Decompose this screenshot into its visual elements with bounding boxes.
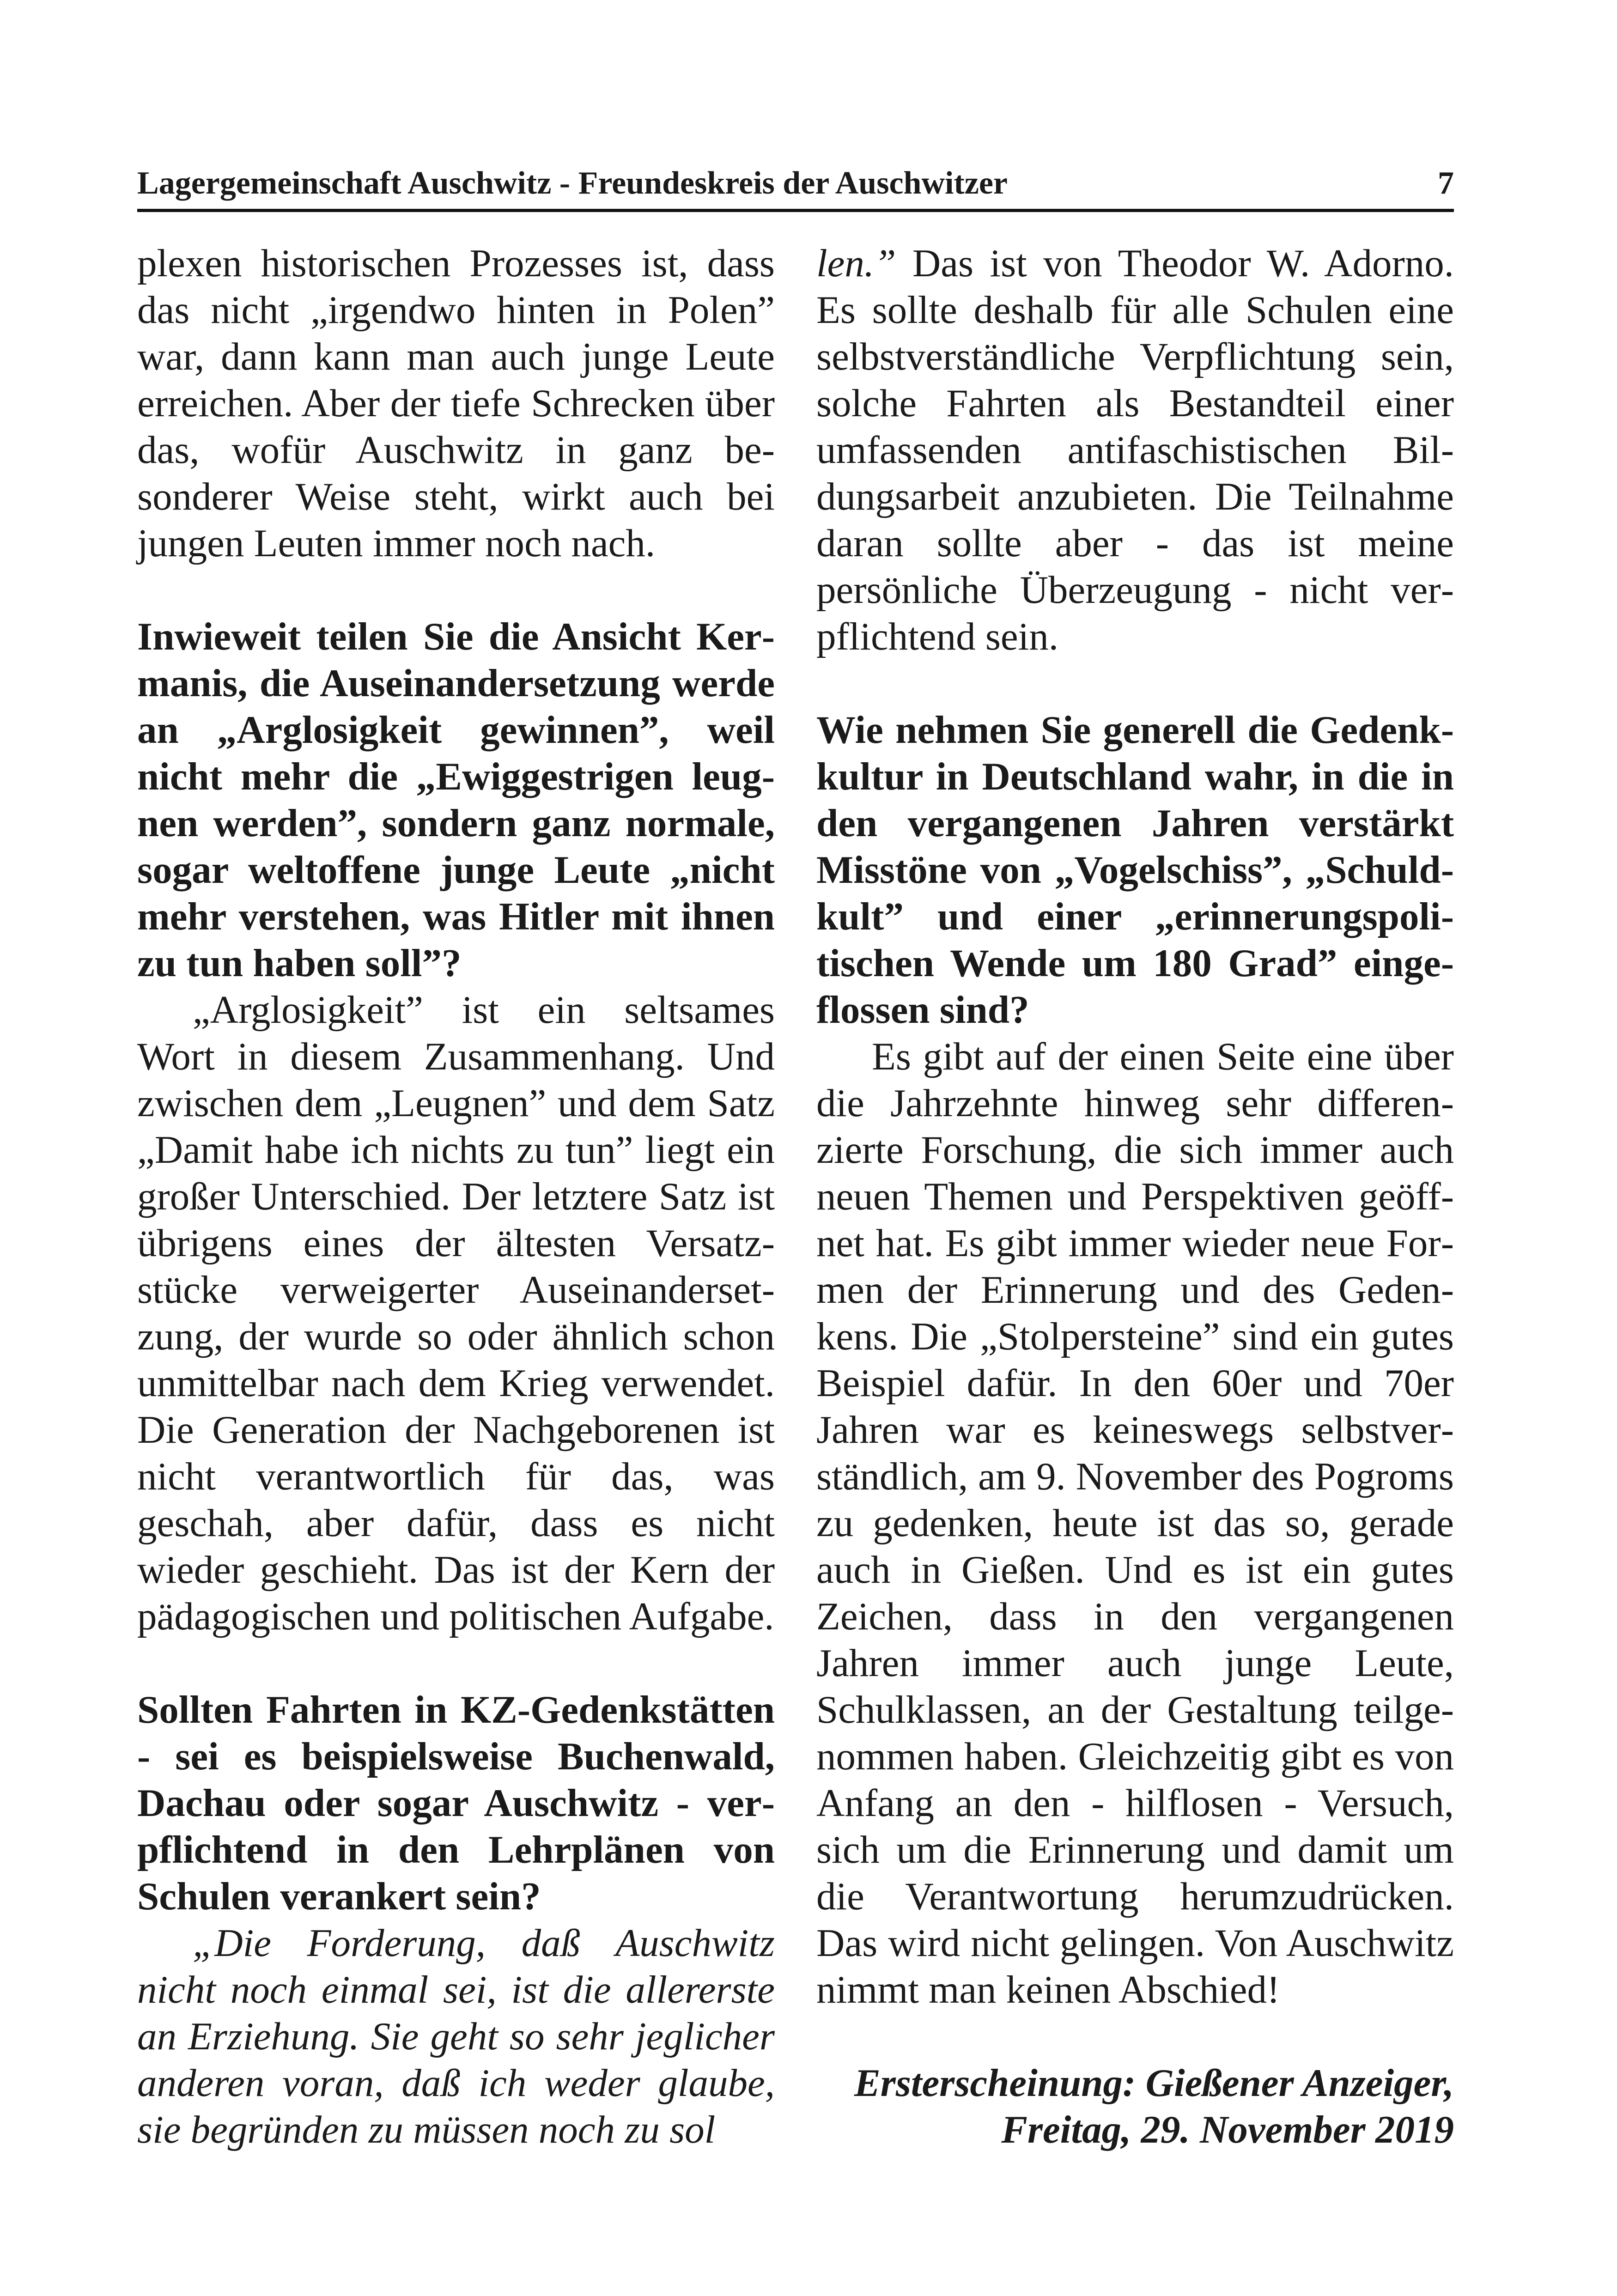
adorno-quote: „Die Forderung, daß Auschwitz nicht noch einmal sei, ist die allererste an Erziehung. Sie geht so sehr jeglicher anderen voran, daß ich weder glaube, sie begründen zu müssen noch zu sol [137,1921,775,2151]
interview-answer-3: Es gibt auf der einen Seite eine über die Jahrzehnte hinweg sehr differenzierte Forschung, die sich immer auch neuen Themen und Perspektiven geöffnet hat. Es gibt immer wieder neue Formen der Erinnerung und des Gedenkens. Die „Stolpersteine” sind ein gutes Beispiel dafür. In den 60er und 70er Jahren war es keineswegs selbstverständlich, am 9. November des Pogroms zu gedenken, heute ist das so, gerade auch in Gießen. Und es ist ein gutes Zeichen, dass in den vergangenen Jahren immer auch junge Leute, Schulklassen, an der Gestaltung teilgenommen haben. Gleichzeitig gibt es von Anfang an den - hilflosen - Versuch, sich um die Erinnerung und damit um die Verantwortung herumzudrücken. Das wird nicht gelingen. Von Auschwitz nimmt man keinen Abschied! [816,1035,1454,2011]
interview-answer-2 [816,240,1454,660]
page-number: 7 [1438,165,1454,201]
source-date: Freitag, 29. November 2019 [1001,2108,1454,2151]
paragraph-continued: plexen historischen Prozesses ist, dass das nicht „irgendwo hinten in Polen” war, dann kann man auch junge Leute erreichen. Aber der tiefe Schrecken über das, wofür Auschwitz in ganz besonderer Weise steht, wirkt auch bei jungen Leuten immer noch nach. [137,242,775,565]
adorno-quote-end: len.” [816,242,896,285]
interview-question-3: Wie nehmen Sie generell die Gedenkkultur in Deutschland wahr, in die in den vergangenen Jahren verstärkt Misstöne von „Vogelschiss”, „Schuldkult” und einer „erinnerungspolitischen Wende um 180 Grad” eingeflossen sind? [816,708,1454,1032]
interview-answer-2-text: Das ist von Theodor W. Adorno. Es sollte deshalb für alle Schulen eine selbstverständliche Verpflichtung sein, solche Fahrten als Bestandteil einer umfassenden antifaschistischen Bildungsarbeit anzubieten. Die Teilnahme daran sollte aber - das ist meine persönliche Überzeugung - nicht verpflichtend sein. [816,242,1454,658]
interview-question-2: Sollten Fahrten in KZ-Gedenkstätten - sei es beispielsweise Buchenwald, Dachau oder sogar Auschwitz - verpflichtend in den Lehrplänen von Schulen verankert sein? [137,1688,775,1918]
header-title: Lagergemeinschaft Auschwitz - Freundeskreis der Auschwitzer [137,165,1008,201]
running-header [137,162,1454,208]
interview-answer-1: „Arglosigkeit” ist ein seltsames Wort in diesem Zusammenhang. Und zwischen dem „Leugnen” und dem Satz „Damit habe ich nichts zu tun” liegt ein großer Unterschied. Der letztere Satz ist übrigens eines der ältesten Versatzstücke verweigerter Auseinandersetzung, der wurde so oder ähnlich schon unmittelbar nach dem Krieg verwendet. Die Generation der Nachgeborenen ist nicht verantwortlich für das, was geschah, aber dafür, dass es nicht wieder geschieht. Das ist der Kern der pädagogischen und politischen Aufgabe. [137,988,775,1638]
header-rule [137,209,1454,212]
interview-question-1: Inwieweit teilen Sie die Ansicht Kermanis, die Auseinandersetzung werde an „Arglosigkeit gewinnen”, weil nicht mehr die „Ewiggestrigen leugnen werden”, sondern ganz normale, sogar weltoffene junge Leute „nicht mehr verstehen, was Hitler mit ihnen zu tun haben soll”? [137,615,775,985]
right-column [816,240,1454,2153]
source-publication: Ersterscheinung: Gießener Anzeiger, [854,2061,1454,2105]
source-note [816,2060,1454,2153]
left-column [137,240,775,2153]
